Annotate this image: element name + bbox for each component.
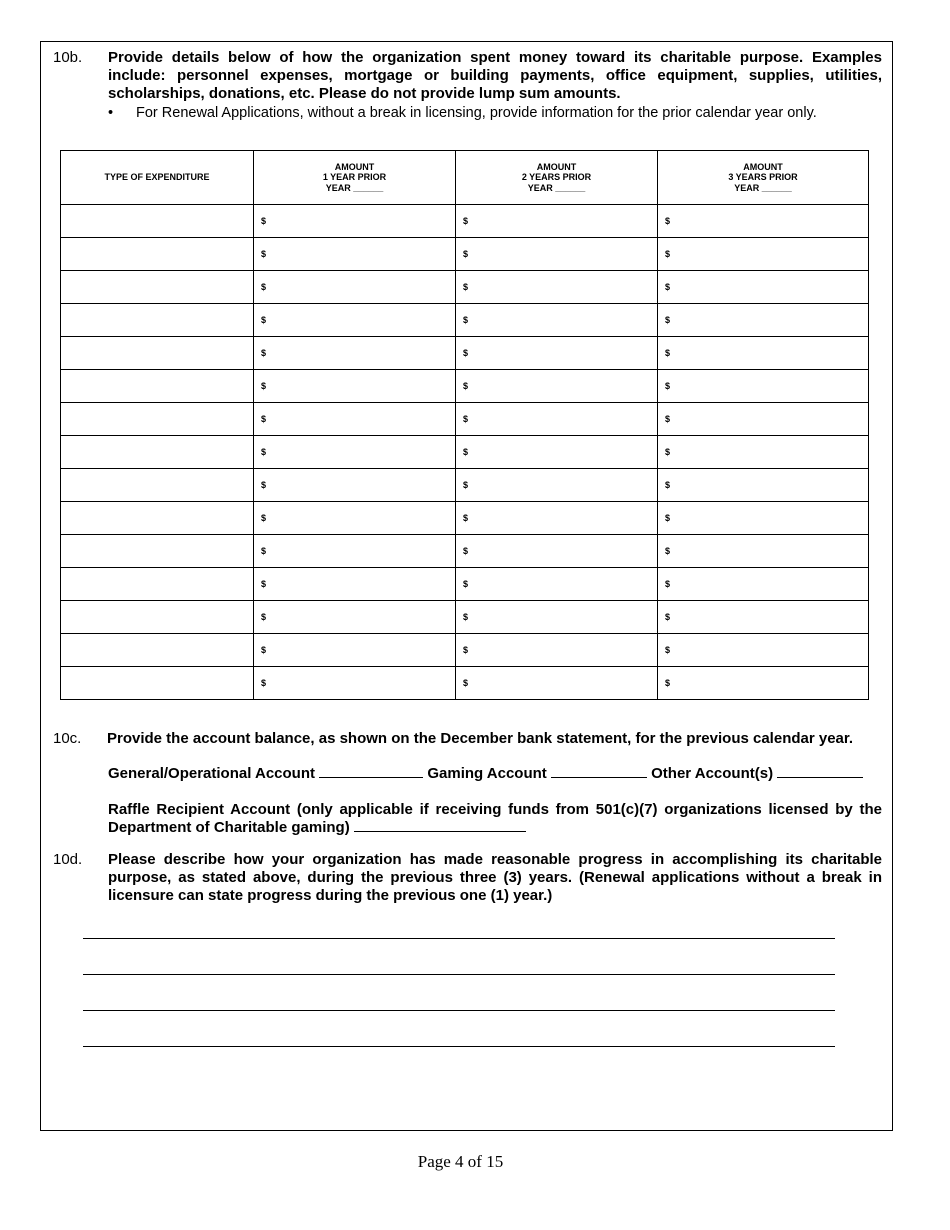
amount-cell-3[interactable] bbox=[658, 568, 869, 601]
currency-symbol: $ bbox=[665, 414, 671, 424]
currency-symbol: $ bbox=[463, 579, 469, 589]
amount-cell-2[interactable] bbox=[456, 436, 658, 469]
amount-cell-2[interactable] bbox=[456, 667, 658, 700]
currency-symbol: $ bbox=[261, 579, 267, 589]
amount-cell-2[interactable] bbox=[456, 271, 658, 304]
amount-cell-1[interactable] bbox=[254, 436, 456, 469]
currency-symbol: $ bbox=[665, 282, 671, 292]
renewal-note: For Renewal Applications, without a break in licensing, provide information for the prior calendar year only. bbox=[136, 105, 817, 121]
amount-cell-1[interactable] bbox=[254, 502, 456, 535]
amount-cell-1[interactable] bbox=[254, 370, 456, 403]
amount-cell-3[interactable] bbox=[658, 469, 869, 502]
table-row bbox=[61, 568, 869, 601]
expenditure-type-cell[interactable] bbox=[61, 370, 254, 403]
raffle-account-row bbox=[108, 801, 882, 837]
header-amount-3-years bbox=[658, 151, 869, 205]
amount-cell-1[interactable] bbox=[254, 667, 456, 700]
amount-cell-3[interactable] bbox=[658, 403, 869, 436]
amount-cell-2[interactable] bbox=[456, 205, 658, 238]
amount-cell-3[interactable] bbox=[658, 634, 869, 667]
expenditure-table bbox=[60, 150, 869, 700]
amount-cell-1[interactable] bbox=[254, 238, 456, 271]
expenditure-type-cell[interactable] bbox=[61, 502, 254, 535]
expenditure-type-cell[interactable] bbox=[61, 568, 254, 601]
page-number: Page 4 of 15 bbox=[417, 1152, 504, 1171]
currency-symbol: $ bbox=[261, 216, 267, 226]
currency-symbol: $ bbox=[463, 546, 469, 556]
amount-cell-2[interactable] bbox=[456, 568, 658, 601]
amount-cell-1[interactable] bbox=[254, 535, 456, 568]
table-row bbox=[61, 304, 869, 337]
currency-symbol: $ bbox=[261, 546, 267, 556]
amount-cell-1[interactable] bbox=[254, 403, 456, 436]
expenditure-type-cell[interactable] bbox=[61, 205, 254, 238]
table-row bbox=[61, 436, 869, 469]
amount-cell-1[interactable] bbox=[254, 304, 456, 337]
table-row bbox=[61, 667, 869, 700]
amount-cell-2[interactable] bbox=[456, 370, 658, 403]
amount-cell-3[interactable] bbox=[658, 601, 869, 634]
table-row bbox=[61, 271, 869, 304]
gaming-account-label: Gaming Account bbox=[427, 765, 547, 782]
currency-symbol: $ bbox=[463, 612, 469, 622]
section-10d-text: Please describe how your organization has made reasonable progress in accomplishing its charitable purpose, as stated above, during the previous three (3) years. (Renewal applications without a break in licensure can state progress during the previous one (1) year.) bbox=[108, 851, 882, 904]
currency-symbol: $ bbox=[665, 612, 671, 622]
section-10c-text: Provide the account balance, as shown on the December bank statement, for the previous calendar year. bbox=[107, 730, 854, 747]
amount-cell-2[interactable] bbox=[456, 601, 658, 634]
raffle-account-field[interactable] bbox=[354, 831, 526, 832]
expenditure-type-cell[interactable] bbox=[61, 535, 254, 568]
table-row bbox=[61, 238, 869, 271]
table-row bbox=[61, 337, 869, 370]
amount-cell-1[interactable] bbox=[254, 469, 456, 502]
header-2-l2: 2 YEARS PRIOR bbox=[521, 172, 592, 183]
amount-cell-3[interactable] bbox=[658, 271, 869, 304]
expenditure-type-cell[interactable] bbox=[61, 634, 254, 667]
table-row bbox=[61, 502, 869, 535]
amount-cell-2[interactable] bbox=[456, 535, 658, 568]
currency-symbol: $ bbox=[261, 282, 267, 292]
header-1-l1: AMOUNT bbox=[334, 161, 375, 172]
amount-cell-1[interactable] bbox=[254, 568, 456, 601]
header-1-l3: YEAR ______ bbox=[325, 182, 384, 193]
currency-symbol: $ bbox=[463, 414, 469, 424]
currency-symbol: $ bbox=[665, 480, 671, 490]
amount-cell-2[interactable] bbox=[456, 469, 658, 502]
table-header-row bbox=[61, 151, 869, 205]
amount-cell-2[interactable] bbox=[456, 502, 658, 535]
amount-cell-3[interactable] bbox=[658, 535, 869, 568]
header-amount-2-years bbox=[456, 151, 658, 205]
table-row bbox=[61, 205, 869, 238]
currency-symbol: $ bbox=[261, 315, 267, 325]
gaming-account-field[interactable] bbox=[551, 777, 647, 778]
expenditure-type-cell[interactable] bbox=[61, 403, 254, 436]
amount-cell-2[interactable] bbox=[456, 337, 658, 370]
table-row bbox=[61, 469, 869, 502]
section-10b-number: 10b. bbox=[53, 49, 83, 66]
header-type-of-expenditure: TYPE OF EXPENDITURE bbox=[61, 151, 254, 205]
table-row bbox=[61, 535, 869, 568]
table-row bbox=[61, 403, 869, 436]
table-row bbox=[61, 634, 869, 667]
currency-symbol: $ bbox=[665, 513, 671, 523]
currency-symbol: $ bbox=[261, 645, 267, 655]
progress-answer-line-2[interactable] bbox=[83, 974, 835, 975]
progress-answer-line-1[interactable] bbox=[83, 938, 835, 939]
currency-symbol: $ bbox=[261, 612, 267, 622]
header-3-l1: AMOUNT bbox=[743, 161, 783, 172]
expenditure-type-cell[interactable] bbox=[61, 304, 254, 337]
amount-cell-1[interactable] bbox=[254, 271, 456, 304]
progress-answer-line-3[interactable] bbox=[83, 1010, 835, 1011]
amount-cell-1[interactable] bbox=[254, 634, 456, 667]
expenditure-type-cell[interactable] bbox=[61, 601, 254, 634]
section-10b-text: Provide details below of how the organization spent money toward its charitable purpose. Examples include: personnel expenses, mortgage or building payments, office equipment, supplies, utilities, scholarships, donations, etc. Please do not provide lump sum amounts. bbox=[108, 49, 882, 102]
currency-symbol: $ bbox=[261, 678, 267, 688]
table-row bbox=[61, 370, 869, 403]
currency-symbol: $ bbox=[463, 348, 469, 358]
expenditure-type-cell[interactable] bbox=[61, 337, 254, 370]
header-2-l1: AMOUNT bbox=[536, 161, 577, 172]
header-3-l2: 3 YEARS PRIOR bbox=[728, 172, 798, 183]
amount-cell-1[interactable] bbox=[254, 601, 456, 634]
currency-symbol: $ bbox=[665, 381, 671, 391]
header-2-l3: YEAR ______ bbox=[527, 182, 586, 193]
amount-cell-3[interactable] bbox=[658, 370, 869, 403]
currency-symbol: $ bbox=[665, 447, 671, 457]
currency-symbol: $ bbox=[665, 645, 671, 655]
header-3-l3: YEAR ______ bbox=[734, 182, 792, 193]
currency-symbol: $ bbox=[665, 546, 671, 556]
currency-symbol: $ bbox=[261, 348, 267, 358]
currency-symbol: $ bbox=[261, 480, 267, 490]
table-row bbox=[61, 601, 869, 634]
raffle-account-label: Raffle Recipient Account (only applicable if receiving funds from 501(c)(7) organizations licensed by the Department of Charitable gaming) bbox=[108, 801, 882, 836]
currency-symbol: $ bbox=[665, 249, 671, 259]
currency-symbol: $ bbox=[665, 579, 671, 589]
section-10b-bullet bbox=[108, 104, 883, 122]
expenditure-type-cell[interactable] bbox=[61, 667, 254, 700]
currency-symbol: $ bbox=[261, 513, 267, 523]
expenditure-type-cell[interactable] bbox=[61, 238, 254, 271]
currency-symbol: $ bbox=[463, 282, 469, 292]
currency-symbol: $ bbox=[261, 447, 267, 457]
currency-symbol: $ bbox=[463, 315, 469, 325]
other-account-field[interactable] bbox=[777, 777, 863, 778]
currency-symbol: $ bbox=[261, 414, 267, 424]
header-amount-1-year bbox=[254, 151, 456, 205]
currency-symbol: $ bbox=[463, 381, 469, 391]
currency-symbol: $ bbox=[665, 348, 671, 358]
currency-symbol: $ bbox=[665, 678, 671, 688]
currency-symbol: $ bbox=[261, 381, 267, 391]
amount-cell-2[interactable] bbox=[456, 634, 658, 667]
currency-symbol: $ bbox=[463, 513, 469, 523]
amount-cell-3[interactable] bbox=[658, 304, 869, 337]
currency-symbol: $ bbox=[463, 447, 469, 457]
currency-symbol: $ bbox=[463, 480, 469, 490]
other-account-label: Other Account(s) bbox=[651, 765, 774, 782]
progress-answer-line-4[interactable] bbox=[83, 1046, 835, 1047]
expenditure-table-body bbox=[61, 205, 869, 700]
amount-cell-3[interactable] bbox=[658, 436, 869, 469]
amount-cell-2[interactable] bbox=[456, 403, 658, 436]
currency-symbol: $ bbox=[261, 249, 267, 259]
amount-cell-1[interactable] bbox=[254, 337, 456, 370]
amount-cell-1[interactable] bbox=[254, 205, 456, 238]
amount-cell-3[interactable] bbox=[658, 667, 869, 700]
amount-cell-3[interactable] bbox=[658, 337, 869, 370]
bullet-icon: • bbox=[108, 105, 114, 121]
section-10d-number: 10d. bbox=[53, 851, 83, 868]
currency-symbol: $ bbox=[463, 249, 469, 259]
section-10c-number: 10c. bbox=[53, 730, 82, 747]
expenditure-type-cell[interactable] bbox=[61, 436, 254, 469]
currency-symbol: $ bbox=[463, 645, 469, 655]
general-account-label: General/Operational Account bbox=[108, 765, 315, 782]
general-account-field[interactable] bbox=[319, 777, 423, 778]
amount-cell-3[interactable] bbox=[658, 502, 869, 535]
header-1-l2: 1 YEAR PRIOR bbox=[322, 172, 387, 183]
expenditure-type-cell[interactable] bbox=[61, 469, 254, 502]
amount-cell-2[interactable] bbox=[456, 304, 658, 337]
account-balance-row bbox=[108, 765, 888, 783]
amount-cell-3[interactable] bbox=[658, 205, 869, 238]
expenditure-type-cell[interactable] bbox=[61, 271, 254, 304]
amount-cell-3[interactable] bbox=[658, 238, 869, 271]
currency-symbol: $ bbox=[463, 678, 469, 688]
currency-symbol: $ bbox=[665, 216, 671, 226]
amount-cell-2[interactable] bbox=[456, 238, 658, 271]
currency-symbol: $ bbox=[463, 216, 469, 226]
currency-symbol: $ bbox=[665, 315, 671, 325]
